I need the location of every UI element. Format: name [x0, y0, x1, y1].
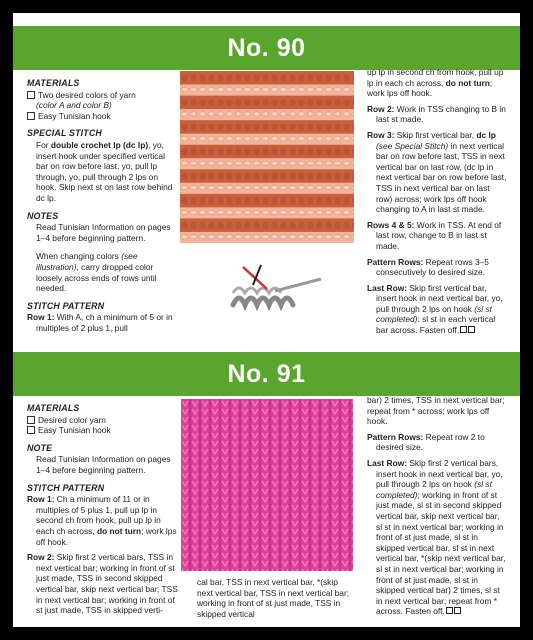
materials-heading: MATERIALS: [27, 403, 80, 413]
row-3-text: Row 3: Skip first vertical bar, dc lp (see Special Stitch) in next vertical bar on row before last, TSS in next vertical bar on last row, (dc lp in next vertical bar on row before last, TSS in next vertical bar on last row) across; work lps off hook changing to A in last st made.: [367, 129, 507, 215]
pattern-rows-text: Pattern Rows: Repeat rows 3–5 consecutively to desired size.: [367, 256, 489, 278]
row-1-text: Row 1: Ch a minimum of 11 or in multiples of 5 plus 1, pull up lp in second ch from hook, pull up lp in each ch across, do not turn; work lps off hook.: [27, 494, 177, 547]
material-item: Easy Tunisian hook: [27, 111, 179, 122]
end-mark-icon: [460, 326, 467, 333]
pattern-90-column-1: [27, 78, 179, 338]
checkbox-icon: [27, 91, 35, 99]
row-2-continued-2: bar) 2 times, TSS in next vertical bar; repeat from * across; work lps off hook.: [367, 395, 505, 427]
checkbox-icon: [27, 416, 35, 424]
row-2-text: Row 2: Work in TSS changing to B in last st made.: [367, 103, 506, 125]
end-mark-icon: [454, 607, 461, 614]
end-mark-icon: [468, 326, 475, 333]
swatch-91-svg: [181, 399, 353, 571]
material-item: Easy Tunisian hook: [27, 425, 179, 436]
last-row-text: Last Row: Skip first 2 vertical bars, insert hook in next vertical bar, yo, pull through 2 lps on hook (sl st completed); working in front of st just made, sl st in second skipped vertical bar, skip next vertical bar, sl st in next vertical bar; working in front of st just made, sl st in skipped vertical bar, sl st in next vertical bar, *(skip next vertical bar, sl st in next vertical bar; working in front of st just made, sl st in skipped vertical bar) 2 times, sl st in next vertical bar; repeat from * across. Fasten off.: [367, 457, 506, 617]
row-2-text: Row 2: Skip first 2 vertical bars, TSS in next vertical bar; working in front of st just made, TSS in second skipped vertical bar, skip next vertical bar, TSS in next vertical bar; working in front of st just made, TSS in skipped verti-: [27, 552, 178, 616]
note-text: When changing colors (see illustration), carry dropped color loosely across ends of rows until needed.: [36, 251, 157, 294]
checkbox-icon: [27, 112, 35, 120]
checkbox-icon: [27, 426, 35, 434]
swatch-90-svg: [180, 71, 354, 243]
pattern-page: [13, 13, 520, 627]
pattern-91-column-2: [188, 577, 352, 624]
end-mark-icon: [446, 607, 453, 614]
color-change-illustration: [223, 255, 323, 315]
materials-heading: MATERIALS: [27, 78, 80, 88]
note-text: Read Tunisian Information on pages 1–4 before beginning pattern.: [36, 222, 171, 243]
pattern-90-column-3: [367, 67, 507, 341]
pattern-91-column-1: [27, 403, 179, 621]
material-item: Two desired colors of yarn: [27, 90, 179, 101]
note-text: Read Tunisian Information on pages 1–4 before beginning pattern.: [36, 454, 171, 475]
pattern-91-title: No. 91: [13, 352, 520, 396]
pattern-rows-text: Pattern Rows: Repeat row 2 to desired size.: [367, 431, 485, 453]
swatch-90-image: [180, 71, 354, 243]
special-stitch-text: For double crochet lp (dc lp), yo, insert hook under specified vertical bar on row before last, yo, pull lp through, yo, pull through 2 lps on hook. Skip next st on last row behind dc lp.: [36, 139, 173, 203]
row-1-text: Row 1: With A, ch a minimum of 5 or in multiples of 2 plus 1, pull: [27, 312, 173, 333]
row-2-continued: cal bar, TSS in next vertical bar, *(skip next vertical bar, TSS in next vertical bar; working in front of st just made, TSS in skipped vertical: [197, 577, 350, 619]
special-stitch-heading: SPECIAL STITCH: [27, 128, 102, 139]
last-row-text: Last Row: Skip first vertical bar, insert hook in next vertical bar, yo, pull through 2 lps on hook (sl st completed): sl st in each vertical bar across. Fasten off.: [367, 282, 503, 336]
rows-4-5-text: Rows 4 & 5: Work in TSS. At end of last row, change to B in last st made.: [367, 219, 502, 251]
row-1-continued: up lp in second ch from hook, pull up lp in each ch across, do not turn; work lps off hook.: [367, 67, 504, 99]
material-item: Desired color yarn: [27, 415, 179, 426]
note-heading: NOTE: [27, 442, 53, 453]
stitch-pattern-heading: STITCH PATTERN: [27, 482, 105, 493]
stitch-pattern-heading: STITCH PATTERN: [27, 300, 105, 311]
material-note: (color A and color B): [36, 100, 112, 111]
pattern-90-title: No. 90: [13, 26, 520, 70]
notes-heading: NOTES: [27, 210, 59, 221]
swatch-91-image: [181, 399, 353, 571]
pattern-91-column-3: [367, 395, 507, 622]
